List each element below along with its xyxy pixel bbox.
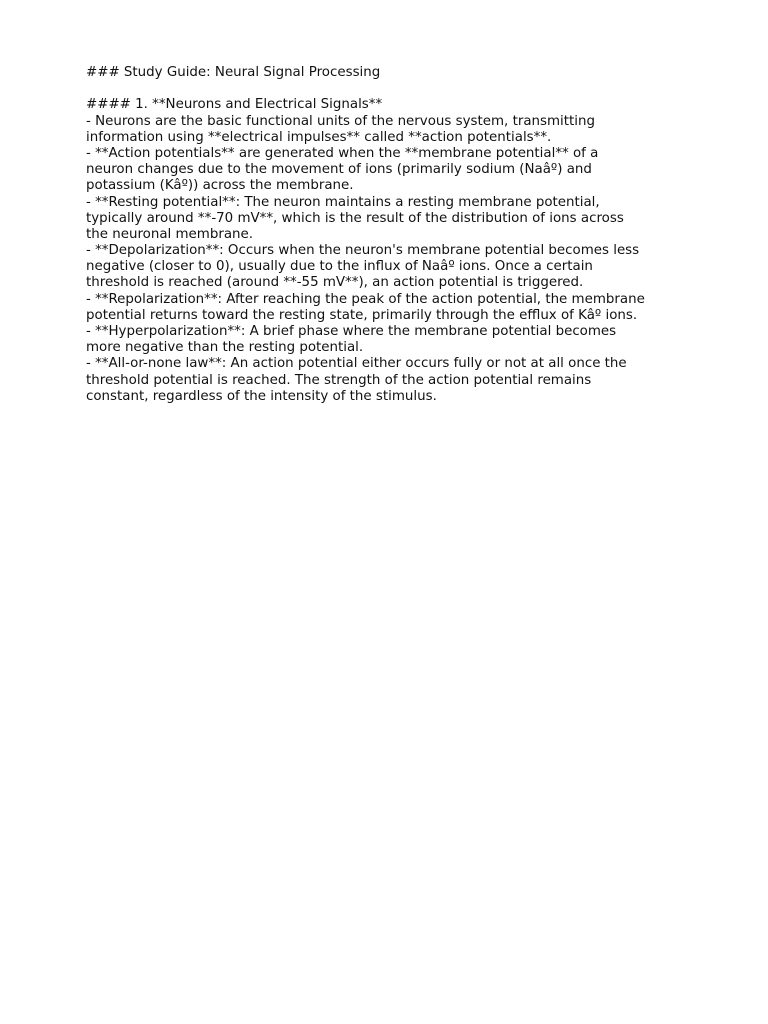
text-line: potassium (Kâº)) across the membrane. [86,178,354,194]
text-line: threshold potential is reached. The strength of the action potential remains [86,372,592,388]
text-line: typically around **-70 mV**, which is the result of the distribution of ions across [86,210,624,226]
document-title: ### Study Guide: Neural Signal Processing [86,65,381,80]
text-line: - **Depolarization**: Occurs when the neuron's membrane potential becomes less [86,243,640,259]
text-line: more negative than the resting potential. [86,340,364,356]
text-line: - **Resting potential**: The neuron maintains a resting membrane potential, [86,194,600,210]
document-body [86,65,686,405]
text-line: - **All-or-none law**: An action potential either occurs fully or not at all once the [86,356,627,372]
text-line: - Neurons are the basic functional units of the nervous system, transmitting [86,113,595,129]
text-line: negative (closer to 0), usually due to the influx of Naâº ions. Once a certain [86,259,593,275]
text-line: neuron changes due to the movement of ions (primarily sodium (Naâº) and [86,162,592,178]
text-line: potential returns toward the resting state, primarily through the efflux of Kâº ions. [86,307,638,323]
text-line: constant, regardless of the intensity of the stimulus. [86,388,437,404]
section-heading: #### 1. **Neurons and Electrical Signals** [86,97,383,113]
blank-line [86,81,686,97]
text-line: - **Repolarization**: After reaching the peak of the action potential, the membrane [86,291,645,307]
text-line: the neuronal membrane. [86,226,254,242]
text-line: information using **electrical impulses** called **action potentials**. [86,129,552,145]
text-line: - **Hyperpolarization**: A brief phase where the membrane potential becomes [86,324,617,339]
text-line: - **Action potentials** are generated when the **membrane potential** of a [86,145,599,161]
text-line: threshold is reached (around **-55 mV**), an action potential is triggered. [86,275,584,291]
